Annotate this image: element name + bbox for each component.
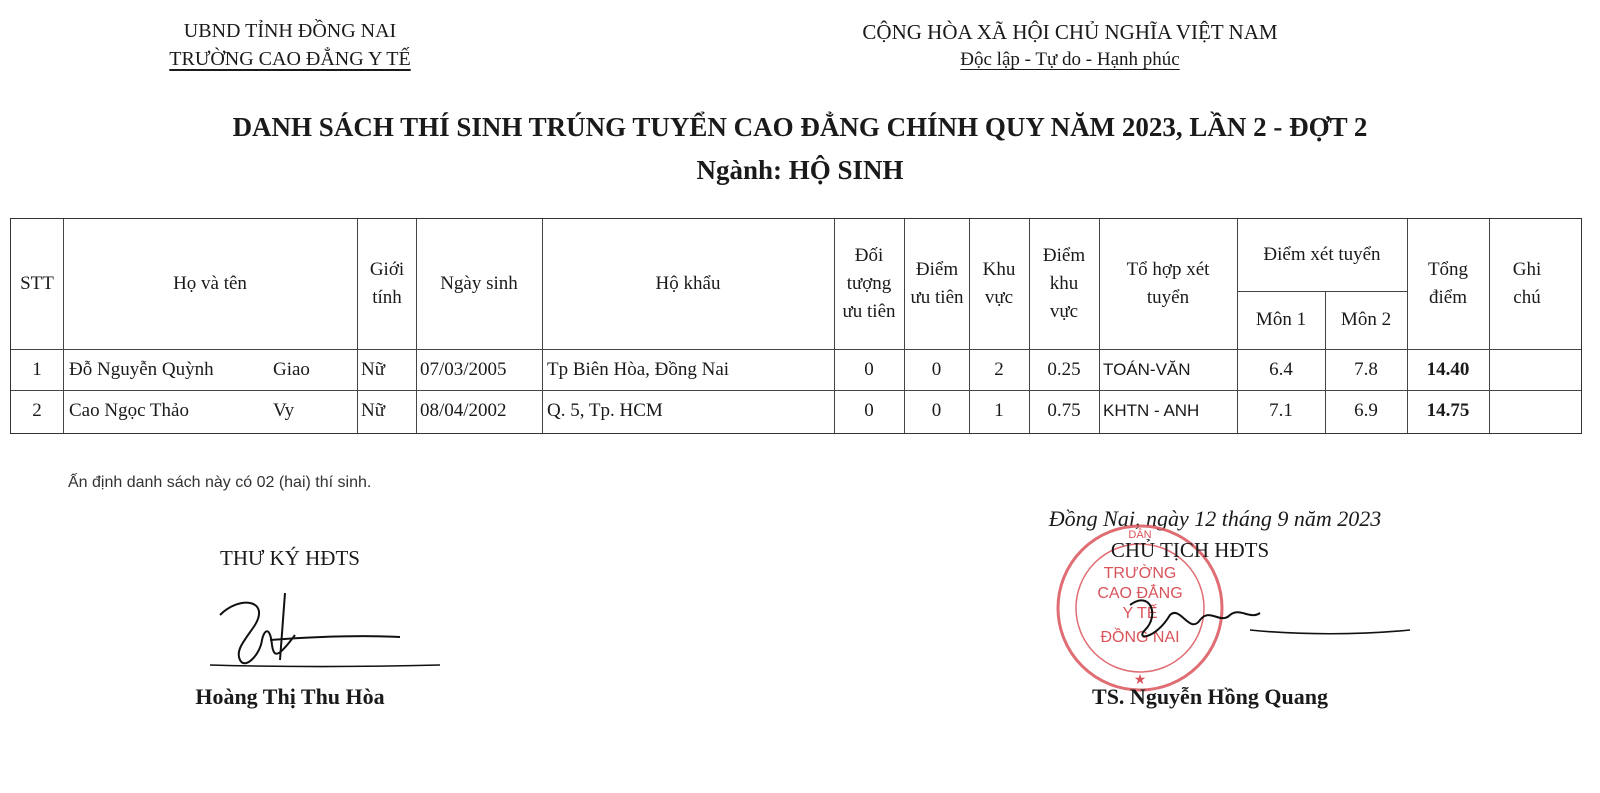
sign-date: Đồng Nai, ngày 12 tháng 9 năm 2023: [1048, 506, 1382, 531]
table-row-total: 14.75: [1426, 400, 1470, 421]
table-row-total: 14.40: [1426, 359, 1470, 380]
stamp-line: Y TẾ: [1122, 605, 1158, 622]
header-residence: Hộ khẩu: [655, 273, 721, 294]
table-row-first-name: Vy: [273, 400, 295, 421]
table-row-subject2: 6.9: [1354, 400, 1378, 421]
header-name: Họ và tên: [173, 273, 247, 294]
table-row-priority-score: 0: [931, 400, 942, 421]
header-priority-group: Đối tượng ưu tiên: [842, 245, 896, 322]
table-row-dob: 08/04/2002: [420, 400, 507, 421]
stamp-line: TRƯỜNG: [1103, 565, 1177, 582]
secretary-signature: [200, 585, 450, 685]
table-row-residence: Tp Biên Hòa, Đồng Nai: [547, 359, 730, 380]
table-row-region-score: 0.25: [1047, 359, 1081, 380]
table-row-priority-score: 0: [931, 359, 942, 380]
table-row-combination: TOÁN-VĂN: [1103, 360, 1191, 379]
table-row-stt: 1: [32, 359, 42, 380]
chairman-signature: [1100, 585, 1420, 665]
table-row-last-middle-name: Đỗ Nguyễn Quỳnh: [69, 359, 214, 380]
table-row-stt: 2: [32, 400, 42, 421]
table-row-subject1: 6.4: [1269, 359, 1293, 380]
header-combination: Tổ hợp xét tuyển: [1126, 259, 1210, 308]
admission-table: [10, 218, 1582, 434]
chairman-name: TS. Nguyễn Hồng Quang: [1092, 684, 1328, 709]
table-row-priority-group: 0: [864, 359, 874, 380]
table-row-region: 1: [994, 400, 1004, 421]
table-row-gender: Nữ: [361, 400, 386, 421]
header-subject2: Môn 2: [1340, 309, 1392, 330]
header-region-score: Điểm khu vực: [1042, 245, 1086, 322]
header-subject1: Môn 1: [1255, 309, 1307, 330]
header-region: Khu vực: [982, 259, 1016, 308]
header-notes: Ghi chú: [1512, 259, 1542, 308]
list-note: Ấn định danh sách này có 02 (hai) thí sinh.: [68, 474, 372, 491]
header-admission-score: Điểm xét tuyển: [1263, 244, 1381, 265]
table-row-dob: 07/03/2005: [420, 359, 507, 380]
secretary-name: Hoàng Thị Thu Hòa: [195, 684, 385, 709]
table-row-priority-group: 0: [864, 400, 874, 421]
agency-name: UBND TỈNH ĐỒNG NAI: [183, 20, 397, 42]
document-subtitle: Ngành: HỘ SINH: [696, 155, 904, 185]
secretary-title: THƯ KÝ HĐTS: [220, 546, 360, 570]
table-row-last-middle-name: Cao Ngọc Thảo: [69, 400, 189, 421]
national-title: CỘNG HÒA XÃ HỘI CHỦ NGHĨA VIỆT NAM: [862, 20, 1278, 44]
table-row-region: 2: [994, 359, 1004, 380]
table-row-first-name: Giao: [273, 359, 310, 380]
table-row-gender: Nữ: [361, 359, 386, 380]
table-row-subject2: 7.8: [1354, 359, 1378, 380]
table-row-residence: Q. 5, Tp. HCM: [547, 400, 663, 421]
school-name: TRƯỜNG CAO ĐẲNG Y TẾ: [169, 48, 411, 70]
table-row-region-score: 0.75: [1047, 400, 1081, 421]
chairman-title: CHỦ TỊCH HĐTS: [1110, 538, 1270, 562]
table-row-combination: KHTN - ANH: [1103, 401, 1200, 420]
header-stt: STT: [20, 273, 54, 294]
national-motto: Độc lập - Tự do - Hạnh phúc: [960, 49, 1180, 70]
header-priority-score: Điểm ưu tiên: [910, 259, 964, 308]
table-row-subject1: 7.1: [1269, 400, 1293, 421]
svg-text:★: ★: [1133, 673, 1147, 688]
header-gender: Giới tính: [369, 259, 405, 308]
stamp-line: ĐỒNG NAI: [1100, 629, 1180, 646]
header-dob: Ngày sinh: [440, 273, 518, 294]
stamp-line: CAO ĐẲNG: [1097, 585, 1183, 602]
document-title: DANH SÁCH THÍ SINH TRÚNG TUYỂN CAO ĐẲNG CHÍNH QUY NĂM 2023, LẦN 2 - ĐỢT 2: [232, 112, 1368, 142]
header-total: Tổng điểm: [1427, 259, 1469, 308]
stamp-top-text: DÂN: [1128, 529, 1152, 541]
